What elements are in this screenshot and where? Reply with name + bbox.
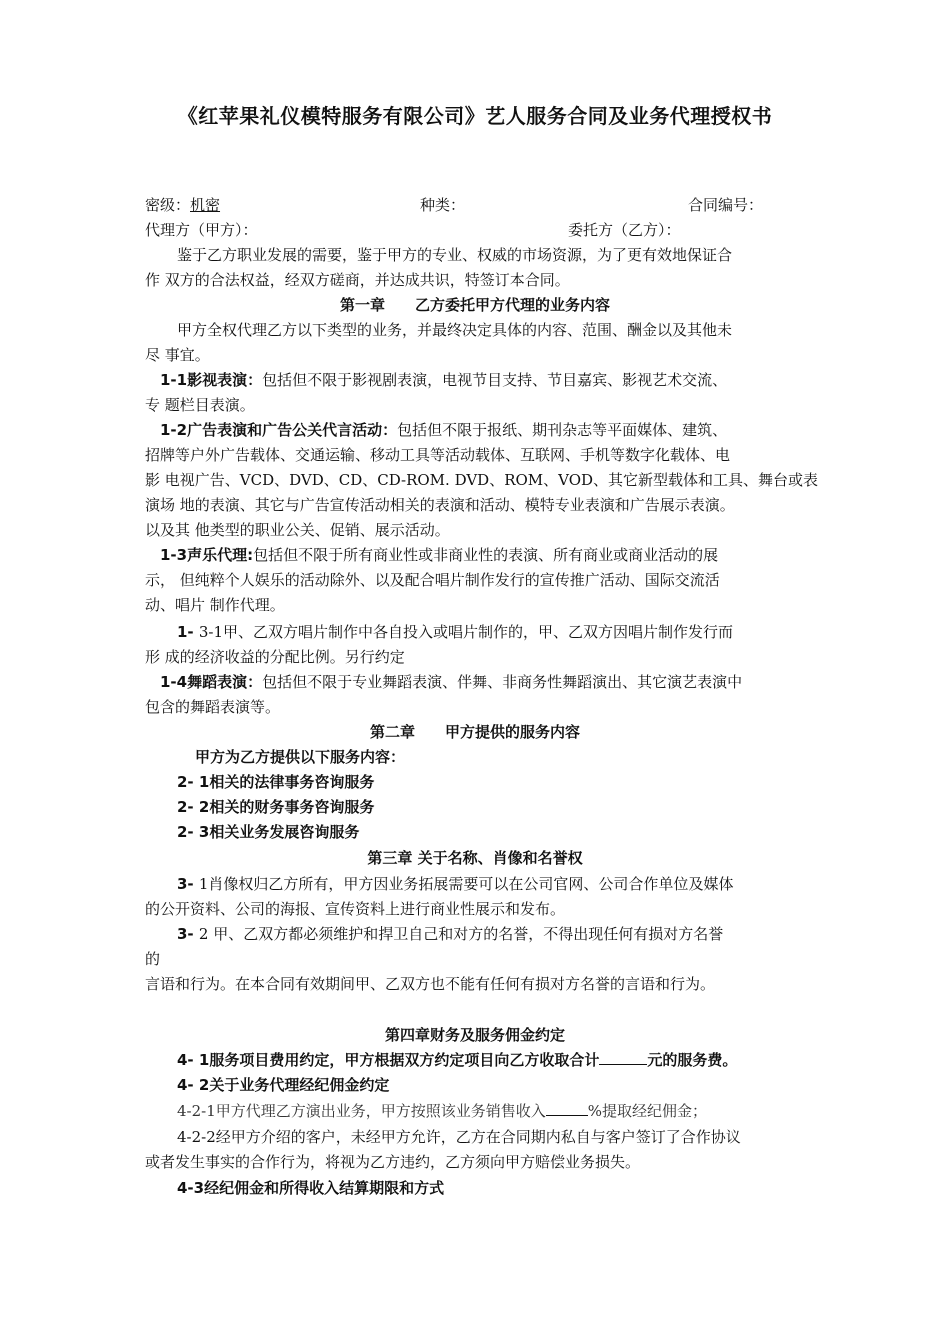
section-3-1-line-2: 的公开资料、公司的海报、宣传资料上进行商业性展示和发布。	[145, 900, 566, 918]
section-1-3-1-num: 1-	[177, 623, 199, 641]
chapter-1-title: 第一章 乙方委托甲方代理的业务内容	[339, 296, 610, 314]
section-1-2-line-4: 演场 地的表演、其它与广告宣传活动相关的表演和活动、模特专业表演和广告展示表演。	[145, 496, 735, 514]
section-2-3: 2- 3相关业务发展咨询服务	[177, 823, 360, 841]
section-1-4	[160, 672, 840, 692]
chapter-2-intro: 甲方为乙方提供以下服务内容：	[195, 748, 406, 766]
section-4-2: 4- 2关于业务代理经纪佣金约定	[177, 1076, 390, 1094]
intro-line-1: 鉴于乙方职业发展的需要，鉴于甲方的专业、权威的市场资源，为了更有效地保证合	[177, 246, 733, 264]
section-1-4-label: 1-4舞蹈表演：	[160, 673, 263, 691]
section-1-3	[160, 545, 840, 565]
section-3-2-line-3: 言语和行为。在本合同有效期间甲、乙双方也不能有任何有损对方名誉的言语和行为。	[145, 975, 716, 993]
commission-percent-blank[interactable]	[546, 1101, 588, 1116]
section-2-1: 2- 1相关的法律事务咨询服务	[177, 773, 375, 791]
section-3-1-num: 3-	[177, 875, 199, 893]
party-b-label: 委托方（乙方）：	[568, 221, 681, 239]
contract-number-label: 合同编号：	[688, 196, 764, 214]
section-4-1	[177, 1050, 857, 1070]
section-3-2	[177, 924, 857, 944]
section-1-3-line-3: 动、唱片 制作代理。	[145, 596, 285, 614]
section-4-2-1	[177, 1101, 857, 1121]
chapter-4-title: 第四章财务及服务佣金约定	[384, 1026, 565, 1044]
service-fee-blank[interactable]	[599, 1050, 647, 1065]
section-1-4-line-2: 包含的舞蹈表演等。	[145, 698, 281, 716]
secret-value: 机密	[190, 196, 221, 214]
section-4-2-2-line-1: 4-2-2经甲方介绍的客户，未经甲方允许，乙方在合同期内私自与客户签订了合作协议	[177, 1128, 741, 1146]
section-1-1-label: 1-1影视表演：	[160, 371, 263, 389]
section-4-2-2-line-2: 或者发生事实的合作行为，将视为乙方违约，乙方须向甲方赔偿业务损失。	[145, 1153, 641, 1171]
chapter-2-title: 第二章 甲方提供的服务内容	[369, 723, 580, 741]
section-1-3-1-line-2: 形 成的经济收益的分配比例。另行约定	[145, 648, 405, 666]
kind-label: 种类：	[420, 196, 466, 214]
section-1-3-1	[177, 622, 857, 642]
section-4-1-text: 4- 1服务项目费用约定，甲方根据双方约定项目向乙方收取合计	[177, 1051, 600, 1069]
intro-line-2: 作 双方的合法权益，经双方磋商，并达成共识，特签订本合同。	[145, 271, 570, 289]
section-3-2-line-2: 的	[145, 950, 161, 968]
section-1-2-line-2: 招牌等户外广告载体、交通运输、移动工具等活动载体、互联网、手机等数字化载体、电	[145, 446, 731, 464]
section-3-2-num: 3-	[177, 925, 199, 943]
secret-label: 密级：	[145, 196, 191, 214]
section-1-3-1-text: 3-1甲、乙双方唱片制作中各自投入或唱片制作的，甲、乙双方因唱片制作发行而	[198, 623, 734, 641]
section-1-2-line-3: 影 电视广告、VCD、DVD、CD、CD-ROM. DVD、ROM、VOD、其它新型载体和工具、舞台或表	[145, 471, 819, 489]
document-title: 《红苹果礼仪模特服务有限公司》艺人服务合同及业务代理授权书	[177, 104, 773, 128]
section-3-1-text: 1肖像权归乙方所有，甲方因业务拓展需要可以在公司官网、公司合作单位及媒体	[198, 875, 734, 893]
section-1-2	[160, 420, 840, 440]
section-1-2-text: 包括但不限于报纸、期刊杂志等平面媒体、建筑、	[397, 421, 728, 439]
section-4-2-1-text: 4-2-1甲方代理乙方演出业务，甲方按照该业务销售收入	[177, 1102, 546, 1120]
section-1-1-line-2: 专 题栏目表演。	[145, 396, 255, 414]
section-4-1-suffix: 元的服务费。	[647, 1051, 738, 1069]
section-1-1-text: 包括但不限于影视剧表演，电视节目支持、节目嘉宾、影视艺术交流、	[262, 371, 728, 389]
section-1-3-line-2: 示， 但纯粹个人娱乐的活动除外、以及配合唱片制作发行的宣传推广活动、国际交流活	[145, 571, 720, 589]
section-1-2-line-5: 以及其 他类型的职业公关、促销、展示活动。	[145, 521, 450, 539]
section-4-3: 4-3经纪佣金和所得收入结算期限和方式	[177, 1179, 445, 1197]
section-3-1	[177, 874, 857, 894]
ch1-paragraph-line-2: 尽 事宜。	[145, 346, 210, 364]
section-4-2-1-suffix: %提取经纪佣金；	[587, 1102, 708, 1120]
party-a-label: 代理方（甲方）：	[145, 221, 258, 239]
ch1-paragraph-line-1: 甲方全权代理乙方以下类型的业务，并最终决定具体的内容、范围、酬金以及其他未	[177, 321, 733, 339]
section-1-4-text: 包括但不限于专业舞蹈表演、伴舞、非商务性舞蹈演出、其它演艺表演中	[262, 673, 743, 691]
section-1-3-label: 1-3声乐代理:	[160, 546, 254, 564]
section-2-2: 2- 2相关的财务事务咨询服务	[177, 798, 375, 816]
section-1-1	[160, 370, 840, 390]
chapter-3-title: 第三章 关于名称、肖像和名誉权	[367, 849, 583, 867]
section-1-2-label: 1-2广告表演和广告公关代言活动：	[160, 421, 398, 439]
section-3-2-text: 2 甲、乙双方都必须维护和捍卫自己和对方的名誉，不得出现任何有损对方名誉	[198, 925, 724, 943]
section-1-3-text: 包括但不限于所有商业性或非商业性的表演、所有商业或商业活动的展	[253, 546, 719, 564]
